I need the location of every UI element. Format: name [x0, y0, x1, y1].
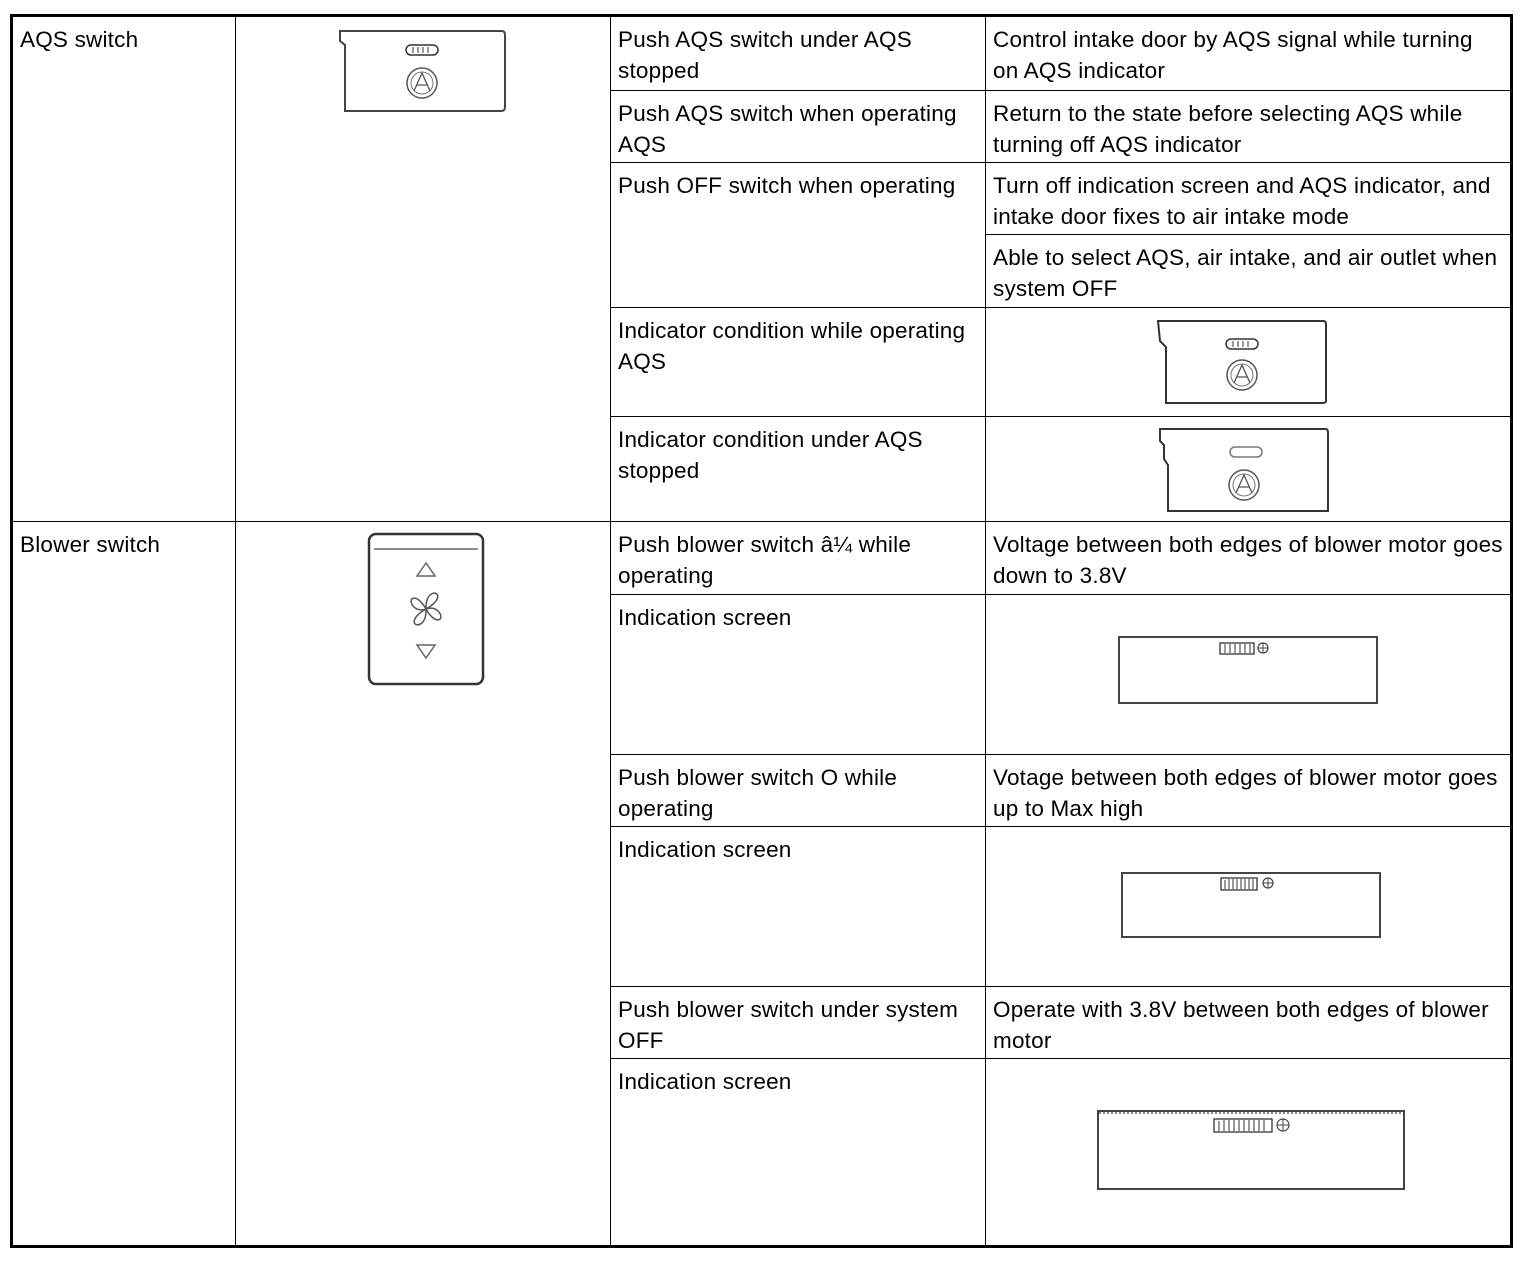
aqs-indicator-on-icon: [1154, 317, 1330, 407]
result-figure-cell: [986, 827, 1510, 987]
result-text: Return to the state before selecting AQS while turning off AQS indicator: [993, 101, 1463, 157]
condition-cell: [611, 827, 986, 987]
condition-text: Push blower switch â¼ while operating: [618, 532, 912, 588]
section-label-aqs: [13, 17, 236, 522]
condition-cell: [611, 163, 986, 308]
result-figure-cell: [986, 308, 1510, 417]
result-figure-cell: [986, 1059, 1510, 1248]
result-cell: [986, 987, 1510, 1059]
blower-switch-icon: [366, 531, 486, 687]
condition-cell: [611, 308, 986, 417]
blower-switch-label: Blower switch: [20, 532, 161, 557]
result-text: Operate with 3.8V between both edges of blower motor: [993, 997, 1489, 1053]
aqs-switch-icon: [336, 27, 508, 115]
indication-screen-low-icon: [1117, 635, 1379, 705]
condition-cell: [611, 595, 986, 755]
condition-text: Indication screen: [618, 605, 792, 630]
blower-switch-figure-cell: [236, 522, 611, 1248]
result-figure-cell: [986, 417, 1510, 522]
condition-text: Indicator condition while operating AQS: [618, 318, 966, 374]
result-text: Control intake door by AQS signal while turning on AQS indicator: [993, 27, 1473, 83]
result-text: Voltage between both edges of blower motor goes down to 3.8V: [993, 532, 1503, 588]
result-cell: [986, 235, 1510, 308]
result-cell: [986, 17, 1510, 91]
condition-cell: [611, 987, 986, 1059]
condition-cell: [611, 91, 986, 163]
result-text: Votage between both edges of blower motor goes up to Max high: [993, 765, 1498, 821]
indication-screen-high-icon: [1120, 871, 1382, 939]
condition-text: Push blower switch O while operating: [618, 765, 898, 821]
result-cell: [986, 522, 1510, 595]
result-cell: [986, 91, 1510, 163]
condition-text: Indicator condition under AQS stopped: [618, 427, 923, 483]
condition-text: Indication screen: [618, 837, 792, 862]
condition-cell: [611, 17, 986, 91]
condition-cell: [611, 1059, 986, 1248]
aqs-switch-label: AQS switch: [20, 27, 139, 52]
result-cell: [986, 163, 1510, 235]
condition-cell: [611, 417, 986, 522]
condition-text: Push OFF switch when operating: [618, 173, 956, 198]
result-figure-cell: [986, 595, 1510, 755]
condition-text: Push AQS switch under AQS stopped: [618, 27, 912, 83]
result-text: Turn off indication screen and AQS indicator, and intake door fixes to air intake mode: [993, 173, 1491, 229]
aqs-indicator-off-icon: [1156, 425, 1332, 515]
result-cell: [986, 755, 1510, 827]
specification-table: [10, 14, 1513, 1248]
condition-cell: [611, 522, 986, 595]
section-label-blower: [13, 522, 236, 1248]
condition-text: Indication screen: [618, 1069, 792, 1094]
condition-text: Push AQS switch when operating AQS: [618, 101, 957, 157]
indication-screen-off-icon: [1096, 1109, 1406, 1191]
condition-cell: [611, 755, 986, 827]
condition-text: Push blower switch under system OFF: [618, 997, 959, 1053]
aqs-switch-figure-cell: [236, 17, 611, 522]
result-text: Able to select AQS, air intake, and air outlet when system OFF: [993, 245, 1498, 301]
